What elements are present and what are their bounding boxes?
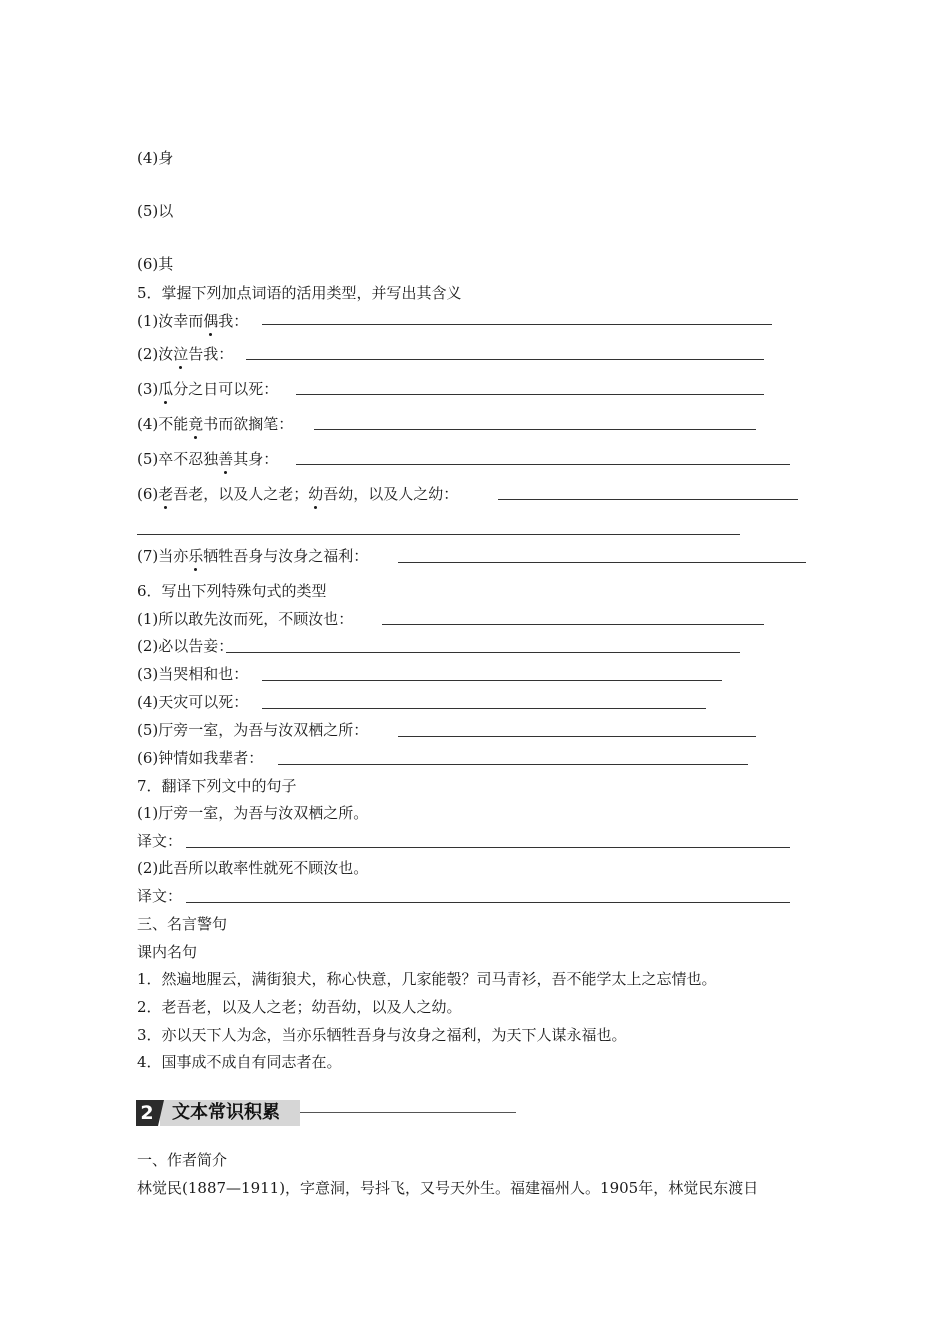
dotted-word: 偶 — [203, 312, 219, 330]
q5-item-5-post: 其身： — [233, 450, 279, 468]
answer-blank[interactable] — [382, 624, 764, 625]
q5-item-7-pre: (7)当亦 — [137, 547, 189, 565]
q5-item-7 — [137, 546, 368, 566]
section-header — [136, 1100, 516, 1126]
q5-item-3 — [137, 379, 278, 399]
answer-blank[interactable] — [398, 736, 756, 737]
q6-item-2: (2)必以告妾： — [137, 637, 234, 655]
q5-item-1-post: 我： — [218, 312, 249, 330]
translation-label: 译文： — [137, 832, 183, 850]
q5-item-5-pre: (5)卒不忍独 — [137, 450, 219, 468]
dotted-word: 善 — [218, 450, 234, 468]
q7-title: 7．翻译下列文中的句子 — [137, 777, 297, 795]
answer-blank[interactable] — [186, 847, 790, 848]
q5-item-1 — [137, 311, 248, 331]
q6-item-5: (5)厅旁一室，为吾与汝双栖之所： — [137, 721, 369, 739]
dotted-word: 泣 — [173, 345, 189, 363]
quote-2: 2．老吾老，以及人之老；幼吾幼，以及人之幼。 — [137, 998, 462, 1016]
q5-item-6 — [137, 484, 458, 504]
answer-blank[interactable] — [262, 680, 722, 681]
q5-item-3-post: 分之日可以死： — [173, 380, 279, 398]
answer-blank[interactable] — [296, 464, 790, 465]
q4-item-5: (5)以 — [137, 202, 174, 220]
q5-title: 5．掌握下列加点词语的活用类型，并写出其含义 — [137, 284, 462, 302]
q6-title: 6．写出下列特殊句式的类型 — [137, 582, 327, 600]
answer-blank[interactable] — [262, 708, 706, 709]
answer-blank[interactable] — [296, 394, 764, 395]
dotted-word: 幼 — [308, 485, 324, 503]
q7-sentence-2: (2)此吾所以敢率性就死不顾汝也。 — [137, 859, 369, 877]
q5-item-5 — [137, 449, 278, 469]
q5-item-6-post: 吾幼，以及人之幼： — [323, 485, 459, 503]
quote-4: 4．国事成不成自有同志者在。 — [137, 1053, 342, 1071]
section-number-badge: 2 — [136, 1100, 158, 1126]
quote-1: 1．然遍地腥云，满街狼犬，称心快意，几家能彀？司马青衫，吾不能学太上之忘情也。 — [137, 970, 717, 988]
answer-blank[interactable] — [398, 562, 806, 563]
q4-item-6: (6)其 — [137, 255, 174, 273]
dotted-word: 老 — [158, 485, 174, 503]
answer-blank[interactable] — [186, 902, 790, 903]
quotes-heading: 三、名言警句 — [137, 915, 228, 933]
q5-item-2-post: 告我： — [188, 345, 234, 363]
answer-blank[interactable] — [314, 429, 756, 430]
q5-item-2-pre: (2)汝 — [137, 345, 174, 363]
answer-blank[interactable] — [278, 764, 748, 765]
q6-item-3: (3)当哭相和也： — [137, 665, 249, 683]
q5-item-2 — [137, 344, 233, 364]
q5-item-6-pre: (6) — [137, 485, 159, 503]
dotted-word: 瓜 — [158, 380, 174, 398]
q6-item-6: (6)钟情如我辈者： — [137, 749, 264, 767]
answer-blank[interactable] — [137, 534, 740, 535]
answer-blank[interactable] — [262, 324, 772, 325]
answer-blank[interactable] — [498, 499, 798, 500]
dotted-word: 乐 — [188, 547, 204, 565]
q7-sentence-1: (1)厅旁一室，为吾与汝双栖之所。 — [137, 804, 369, 822]
q5-item-7-post: 牺牲吾身与汝身之福利： — [203, 547, 369, 565]
q6-item-4: (4)天灾可以死： — [137, 693, 249, 711]
quote-3: 3．亦以天下人为念，当亦乐牺牲吾身与汝身之福利，为天下人谋永福也。 — [137, 1026, 627, 1044]
answer-blank[interactable] — [246, 359, 764, 360]
q6-item-1: (1)所以敢先汝而死，不顾汝也： — [137, 610, 354, 628]
section-rule — [300, 1112, 516, 1113]
q5-item-3-pre: (3) — [137, 380, 159, 398]
author-heading: 一、作者简介 — [137, 1151, 228, 1169]
section-title: 文本常识积累 — [172, 1102, 280, 1123]
q5-item-4 — [137, 414, 293, 434]
q5-item-4-pre: (4)不能 — [137, 415, 189, 433]
translation-label: 译文： — [137, 887, 183, 905]
answer-blank[interactable] — [226, 652, 740, 653]
q5-item-1-pre: (1)汝幸而 — [137, 312, 204, 330]
quotes-subheading: 课内名句 — [137, 943, 198, 961]
q5-item-6-mid: 吾老，以及人之老； — [173, 485, 309, 503]
q4-item-4: (4)身 — [137, 149, 174, 167]
dotted-word: 竟 — [188, 415, 204, 433]
author-text: 林觉民(1887—1911)，字意洞，号抖飞，又号天外生。福建福州人。1905年，林觉民东渡日 — [137, 1179, 759, 1197]
q5-item-4-post: 书而欲搁笔： — [203, 415, 294, 433]
